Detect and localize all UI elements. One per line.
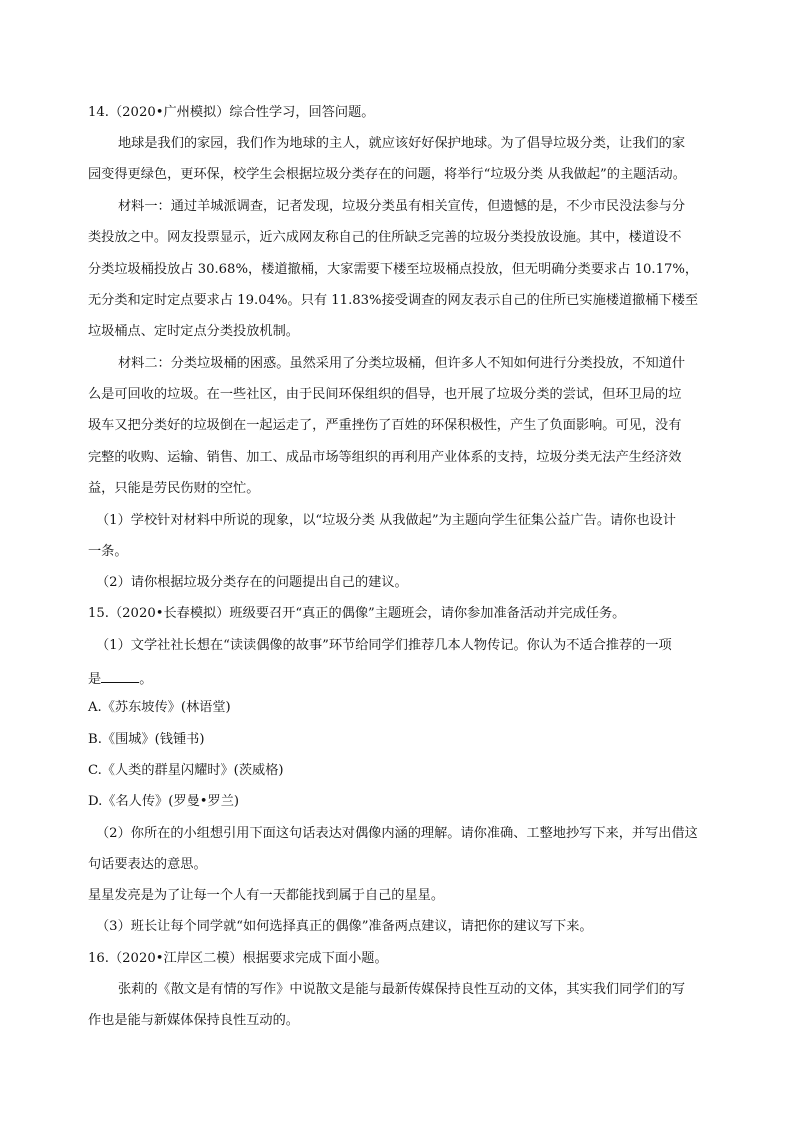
q14-material1-line-1: 材料一：通过羊城派调查，记者发现，垃圾分类虽有相关宣传，但遗憾的是，不少市民没法参与分 bbox=[118, 199, 686, 214]
question-16-header: 16.（2020•江岸区二模）根据要求完成下面小题。 bbox=[88, 951, 388, 966]
question-15-header: 15.（2020•长春模拟）班级要召开“真正的偶像”主题班会，请你参加准备活动并完成任务。 bbox=[88, 606, 626, 621]
q14-sub1-line-1: （1）学校针对材料中所说的现象，以“垃圾分类 从我做起”为主题向学生征集公益广告。请你也设计 bbox=[96, 513, 676, 528]
q14-material1-line-4: 无分类和定时定点要求占 19.04%。只有 11.83%接受调查的网友表示自己的住所已实施楼道撤桶下楼至 bbox=[88, 293, 699, 308]
q15-sub2-line-2: 句话要表达的意思。 bbox=[88, 857, 207, 872]
q15-sub1-line-2 bbox=[88, 669, 152, 688]
q14-material2-line-1: 材料二：分类垃圾桶的困惑。虽然采用了分类垃圾桶，但许多人不知如何进行分类投放，不知道什 bbox=[118, 356, 686, 371]
q15-option-c: C.《人类的群星闪耀时》(茨威格) bbox=[88, 763, 284, 778]
q16-body-line-1: 张莉的《散文是有情的写作》中说散文是能与最新传媒保持良性互动的文体，其实我们同学们的写 bbox=[118, 982, 686, 997]
q15-option-b: B.《围城》(钱锺书) bbox=[88, 732, 205, 747]
q15-sub1-prefix: 是 bbox=[88, 672, 102, 687]
q14-material1-line-5: 垃圾桶点、定时定点分类投放机制。 bbox=[88, 324, 299, 339]
q15-sub3: （3）班长让每个同学就“如何选择真正的偶像”准备两点建议，请把你的建议写下来。 bbox=[96, 919, 593, 934]
q15-sub1-suffix: 。 bbox=[139, 672, 153, 687]
q15-option-d: D.《名人传》(罗曼•罗兰) bbox=[88, 794, 240, 809]
q14-material2-line-4: 完整的收购、运输、销售、加工、成品市场等组织的再利用产业体系的支持，垃圾分类无法产生经济效 bbox=[88, 450, 682, 465]
question-14-header: 14.（2020•广州模拟）综合性学习，回答问题。 bbox=[88, 105, 375, 120]
q14-material1-line-3: 分类垃圾桶投放占 30.68%，楼道撤桶，大家需要下楼至垃圾桶点投放，但无明确分类要求占 10.17%， bbox=[88, 262, 699, 277]
q16-body-line-2: 作也是能与新媒体保持良性互动的。 bbox=[88, 1013, 299, 1028]
q14-intro-line-1: 地球是我们的家园，我们作为地球的主人，就应该好好保护地球。为了倡导垃圾分类，让我们的家 bbox=[118, 136, 686, 151]
q14-sub2: （2）请你根据垃圾分类存在的问题提出自己的建议。 bbox=[96, 575, 408, 590]
q14-material2-line-2: 么是可回收的垃圾。在一些社区，由于民间环保组织的倡导，也开展了垃圾分类的尝试，但环卫局的垃 bbox=[88, 387, 682, 402]
q15-option-a: A.《苏东坡传》(林语堂) bbox=[88, 700, 231, 715]
q14-intro-line-2: 园变得更绿色，更环保，校学生会根据垃圾分类存在的问题，将举行“垃圾分类 从我做起”的主题活动。 bbox=[88, 167, 686, 182]
answer-blank[interactable] bbox=[101, 669, 139, 683]
q14-material2-line-5: 益，只能是劳民伤财的空忙。 bbox=[88, 481, 260, 496]
q15-sub2-line-1: （2）你所在的小组想引用下面这句话表达对偶像内涵的理解。请你准确、工整地抄写下来，并写出借这 bbox=[96, 826, 698, 841]
q14-material2-line-3: 圾车又把分类好的垃圾倒在一起运走了，严重挫伤了百姓的环保积极性，产生了负面影响。可见，没有 bbox=[88, 418, 682, 433]
q15-quote: 星星发亮是为了让每一个人有一天都能找到属于自己的星星。 bbox=[88, 888, 445, 903]
q15-sub1-line-1: （1）文学社社长想在“读读偶像的故事”环节给同学们推荐几本人物传记。你认为不适合推荐的一项 bbox=[96, 638, 672, 653]
q14-sub1-line-2: 一条。 bbox=[88, 544, 128, 559]
q14-material1-line-2: 类投放之中。网友投票显示，近六成网友称自己的住所缺乏完善的垃圾分类投放设施。其中，楼道设不 bbox=[88, 230, 682, 245]
